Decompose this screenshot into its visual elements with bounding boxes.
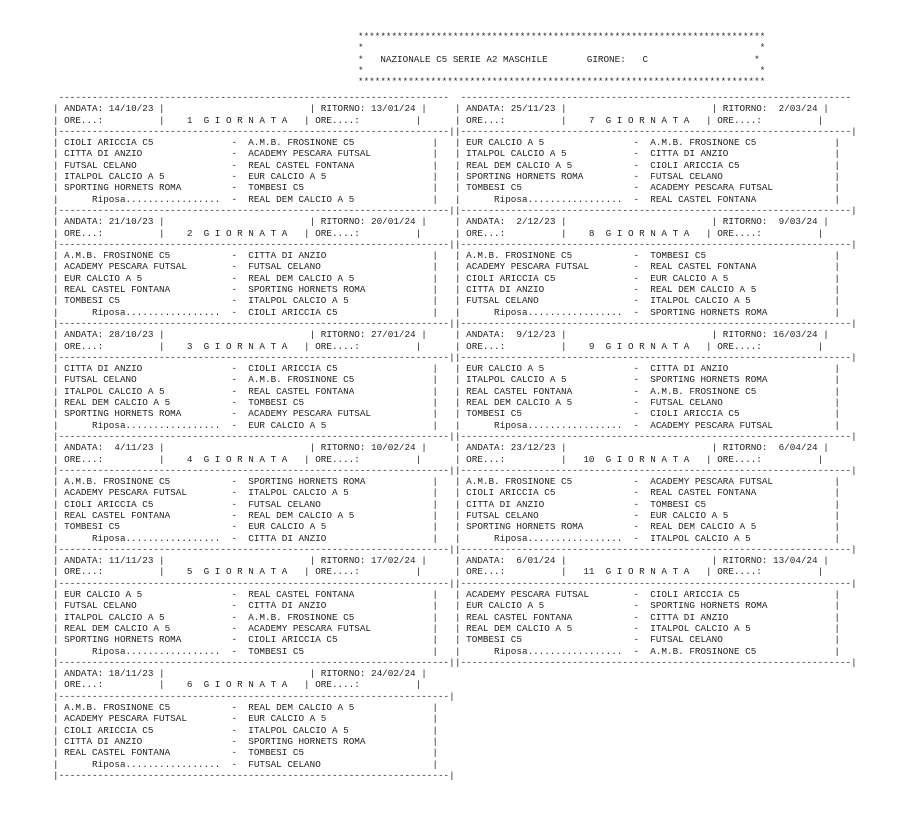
match-row: | REAL CASTEL FONTANA - REAL DEM CALCIO A 5 | [53, 509, 438, 521]
round-title-line: | ORE...: | 4 G I O R N A T A | ORE....: | [53, 453, 422, 465]
match-row: | Riposa................. - FUTSAL CELANO | [53, 758, 438, 770]
match-row: | REAL CASTEL FONTANA - TOMBESI C5 | [53, 747, 438, 759]
match-row: | ACADEMY PESCARA FUTSAL - REAL CASTEL FONTANA | [455, 261, 840, 273]
round-dates-line: | ANDATA: 4/11/23 | | RITORNO: 10/02/24 | [53, 442, 427, 454]
match-row: | Riposa................. - CITTA DI ANZIO | [53, 532, 438, 544]
round-block-6 [53, 657, 455, 770]
round-title-line: | ORE...: | 7 G I O R N A T A | ORE....: | [455, 114, 824, 126]
round-dates-line: | ANDATA: 2/12/23 | | RITORNO: 9/03/24 | [455, 216, 829, 228]
match-row: | CIOLI ARICCIA C5 - A.M.B. FROSINONE C5 | [53, 137, 438, 149]
match-row: | A.M.B. FROSINONE C5 - TOMBESI C5 | [455, 250, 840, 262]
round-separator: |----------------------------------------------------------------------| [53, 238, 455, 250]
round-title-line: | ORE...: | 10 G I O R N A T A | ORE....: | [455, 453, 824, 465]
header-stars-bottom: ************************************************************************* [358, 76, 766, 88]
round-top-border: |----------------------------------------------------------------------| [53, 430, 455, 442]
match-row: | REAL DEM CALCIO A 5 - ACADEMY PESCARA FUTSAL | [53, 622, 438, 634]
match-row: | ACADEMY PESCARA FUTSAL - EUR CALCIO A 5 | [53, 713, 438, 725]
match-row: | A.M.B. FROSINONE C5 - CITTA DI ANZIO | [53, 250, 438, 262]
round-separator: |----------------------------------------------------------------------| [53, 464, 455, 476]
match-row: | REAL DEM CALCIO A 5 - TOMBESI C5 | [53, 397, 438, 409]
round-dates-line: | ANDATA: 14/10/23 | | RITORNO: 13/01/24 | [53, 103, 427, 115]
match-row: | EUR CALCIO A 5 - A.M.B. FROSINONE C5 | [455, 137, 840, 149]
round-dates-line: | ANDATA: 11/11/23 | | RITORNO: 17/02/24 | [53, 555, 427, 567]
round-dates-line: | ANDATA: 21/10/23 | | RITORNO: 20/01/24 | [53, 216, 427, 228]
round-block-4 [53, 431, 455, 544]
round-top-border: |----------------------------------------------------------------------| [53, 656, 455, 668]
round-block-8 [455, 205, 857, 318]
match-row: | FUTSAL CELANO - EUR CALCIO A 5 | [455, 509, 840, 521]
round-block-7 [455, 92, 857, 205]
match-row: | Riposa................. - SPORTING HORNETS ROMA | [455, 306, 840, 318]
match-row: | FUTSAL CELANO - A.M.B. FROSINONE C5 | [53, 374, 438, 386]
round-top-border: |----------------------------------------------------------------------| [455, 430, 857, 442]
match-row: | A.M.B. FROSINONE C5 - REAL DEM CALCIO A 5 | [53, 702, 438, 714]
round-top-border: |----------------------------------------------------------------------| [53, 543, 455, 555]
round-separator: |----------------------------------------------------------------------| [455, 238, 857, 250]
match-row: | ACADEMY PESCARA FUTSAL - ITALPOL CALCIO A 5 | [53, 487, 438, 499]
match-row: | REAL CASTEL FONTANA - SPORTING HORNETS ROMA | [53, 284, 438, 296]
round-top-border: |----------------------------------------------------------------------| [455, 317, 857, 329]
match-row: | Riposa................. - CIOLI ARICCIA C5 | [53, 306, 438, 318]
match-row: | CIOLI ARICCIA C5 - FUTSAL CELANO | [53, 498, 438, 510]
round-title-line: | ORE...: | 9 G I O R N A T A | ORE....: | [455, 340, 824, 352]
round-dates-line: | ANDATA: 18/11/23 | | RITORNO: 24/02/24 | [53, 668, 427, 680]
match-row: | CIOLI ARICCIA C5 - EUR CALCIO A 5 | [455, 272, 840, 284]
round-block-1 [53, 92, 455, 205]
match-row: | EUR CALCIO A 5 - CITTA DI ANZIO | [455, 363, 840, 375]
round-title-line: | ORE...: | 8 G I O R N A T A | ORE....: | [455, 227, 824, 239]
left-column [53, 92, 455, 781]
round-title-line: | ORE...: | 2 G I O R N A T A | ORE....: | [53, 227, 422, 239]
match-row: | Riposa................. - ITALPOL CALCIO A 5 | [455, 532, 840, 544]
match-row: | REAL DEM CALCIO A 5 - FUTSAL CELANO | [455, 397, 840, 409]
round-separator: |----------------------------------------------------------------------| [455, 577, 857, 589]
match-row: | TOMBESI C5 - ACADEMY PESCARA FUTSAL | [455, 182, 840, 194]
round-block-3 [53, 318, 455, 431]
match-row: | SPORTING HORNETS ROMA - FUTSAL CELANO | [455, 171, 840, 183]
schedule-header [358, 31, 765, 87]
match-row: | REAL DEM CALCIO A 5 - ITALPOL CALCIO A 5 | [455, 622, 840, 634]
match-row: | CITTA DI ANZIO - TOMBESI C5 | [455, 498, 840, 510]
round-dates-line: | ANDATA: 28/10/23 | | RITORNO: 27/01/24 | [53, 329, 427, 341]
round-title-line: | ORE...: | 11 G I O R N A T A | ORE....: | [455, 566, 824, 578]
round-block-2 [53, 205, 455, 318]
round-title-line: | ORE...: | 5 G I O R N A T A | ORE....: | [53, 566, 422, 578]
match-row: | CITTA DI ANZIO - REAL DEM CALCIO A 5 | [455, 284, 840, 296]
match-row: | A.M.B. FROSINONE C5 - SPORTING HORNETS ROMA | [53, 476, 438, 488]
match-row: | Riposa................. - ACADEMY PESCARA FUTSAL | [455, 419, 840, 431]
match-row: | TOMBESI C5 - FUTSAL CELANO | [455, 634, 840, 646]
header-side-bottom: * * [358, 64, 766, 76]
round-dates-line: | ANDATA: 25/11/23 | | RITORNO: 2/03/24 | [455, 103, 829, 115]
match-row: | SPORTING HORNETS ROMA - CIOLI ARICCIA C5 | [53, 634, 438, 646]
match-row: | CIOLI ARICCIA C5 - REAL CASTEL FONTANA | [455, 487, 840, 499]
match-row: | SPORTING HORNETS ROMA - REAL DEM CALCIO A 5 | [455, 521, 840, 533]
match-row: | EUR CALCIO A 5 - REAL DEM CALCIO A 5 | [53, 272, 438, 284]
round-title-line: | ORE...: | 6 G I O R N A T A | ORE....: | [53, 679, 422, 691]
match-row: | EUR CALCIO A 5 - SPORTING HORNETS ROMA | [455, 600, 840, 612]
round-separator: |----------------------------------------------------------------------| [455, 351, 857, 363]
match-row: | TOMBESI C5 - EUR CALCIO A 5 | [53, 521, 438, 533]
round-block-11 [455, 544, 857, 657]
match-row: | FUTSAL CELANO - ITALPOL CALCIO A 5 | [455, 295, 840, 307]
match-row: | REAL CASTEL FONTANA - A.M.B. FROSINONE C5 | [455, 385, 840, 397]
round-top-border: |----------------------------------------------------------------------| [53, 317, 455, 329]
round-top-border: |----------------------------------------------------------------------| [53, 204, 455, 216]
round-block-10 [455, 431, 857, 544]
match-row: | CITTA DI ANZIO - SPORTING HORNETS ROMA | [53, 735, 438, 747]
round-dates-line: | ANDATA: 23/12/23 | | RITORNO: 6/04/24 | [455, 442, 829, 454]
match-row: | ACADEMY PESCARA FUTSAL - CIOLI ARICCIA C5 | [455, 589, 840, 601]
round-top-border: ---------------------------------------------------------------------- [455, 92, 852, 103]
round-top-border: |----------------------------------------------------------------------| [455, 543, 857, 555]
match-row: | A.M.B. FROSINONE C5 - ACADEMY PESCARA FUTSAL | [455, 476, 840, 488]
match-row: | SPORTING HORNETS ROMA - ACADEMY PESCARA FUTSAL | [53, 408, 438, 420]
match-row: | REAL CASTEL FONTANA - CITTA DI ANZIO | [455, 611, 840, 623]
round-title-line: | ORE...: | 1 G I O R N A T A | ORE....: | [53, 114, 422, 126]
match-row: | Riposa................. - EUR CALCIO A 5 | [53, 419, 438, 431]
match-row: | CITTA DI ANZIO - ACADEMY PESCARA FUTSAL | [53, 148, 438, 160]
match-row: | CITTA DI ANZIO - CIOLI ARICCIA C5 | [53, 363, 438, 375]
round-separator: |----------------------------------------------------------------------| [53, 577, 455, 589]
round-dates-line: | ANDATA: 9/12/23 | | RITORNO: 16/03/24 | [455, 329, 829, 341]
match-row: | SPORTING HORNETS ROMA - TOMBESI C5 | [53, 182, 438, 194]
round-separator: |----------------------------------------------------------------------| [53, 351, 455, 363]
match-row: | FUTSAL CELANO - CITTA DI ANZIO | [53, 600, 438, 612]
match-row: | Riposa................. - TOMBESI C5 | [53, 645, 438, 657]
header-side-top: * * [358, 42, 766, 54]
round-block-5 [53, 544, 455, 657]
match-row: | ITALPOL CALCIO A 5 - REAL CASTEL FONTANA | [53, 385, 438, 397]
round-top-border: ---------------------------------------------------------------------- [53, 92, 450, 103]
header-stars-top: ************************************************************************* [358, 31, 766, 42]
match-row: | ITALPOL CALCIO A 5 - A.M.B. FROSINONE C5 | [53, 611, 438, 623]
match-row: | ITALPOL CALCIO A 5 - SPORTING HORNETS ROMA | [455, 374, 840, 386]
match-row: | FUTSAL CELANO - REAL CASTEL FONTANA | [53, 159, 438, 171]
match-row: | ITALPOL CALCIO A 5 - EUR CALCIO A 5 | [53, 171, 438, 183]
round-separator: |----------------------------------------------------------------------| [53, 690, 455, 702]
header-title: * NAZIONALE C5 SERIE A2 MASCHILE GIRONE: C * [358, 53, 760, 65]
match-row: | Riposa................. - REAL DEM CALCIO A 5 | [53, 193, 438, 205]
match-row: | EUR CALCIO A 5 - REAL CASTEL FONTANA | [53, 589, 438, 601]
match-row: | REAL DEM CALCIO A 5 - CIOLI ARICCIA C5 | [455, 159, 840, 171]
match-row: | Riposa................. - A.M.B. FROSINONE C5 | [455, 645, 840, 657]
match-row: | TOMBESI C5 - ITALPOL CALCIO A 5 | [53, 295, 438, 307]
right-column [455, 92, 857, 668]
round-separator: |----------------------------------------------------------------------| [53, 125, 455, 137]
round-title-line: | ORE...: | 3 G I O R N A T A | ORE....: | [53, 340, 422, 352]
match-row: | ACADEMY PESCARA FUTSAL - FUTSAL CELANO | [53, 261, 438, 273]
round-dates-line: | ANDATA: 6/01/24 | | RITORNO: 13/04/24 | [455, 555, 829, 567]
match-row: | CIOLI ARICCIA C5 - ITALPOL CALCIO A 5 | [53, 724, 438, 736]
match-row: | ITALPOL CALCIO A 5 - CITTA DI ANZIO | [455, 148, 840, 160]
round-separator: |----------------------------------------------------------------------| [455, 464, 857, 476]
round-block-9 [455, 318, 857, 431]
round-top-border: |----------------------------------------------------------------------| [455, 204, 857, 216]
match-row: | TOMBESI C5 - CIOLI ARICCIA C5 | [455, 408, 840, 420]
round-separator: |----------------------------------------------------------------------| [455, 125, 857, 137]
column-bottom-border: |----------------------------------------------------------------------| [455, 656, 857, 668]
match-row: | Riposa................. - REAL CASTEL FONTANA | [455, 193, 840, 205]
column-bottom-border: |----------------------------------------------------------------------| [53, 769, 455, 781]
